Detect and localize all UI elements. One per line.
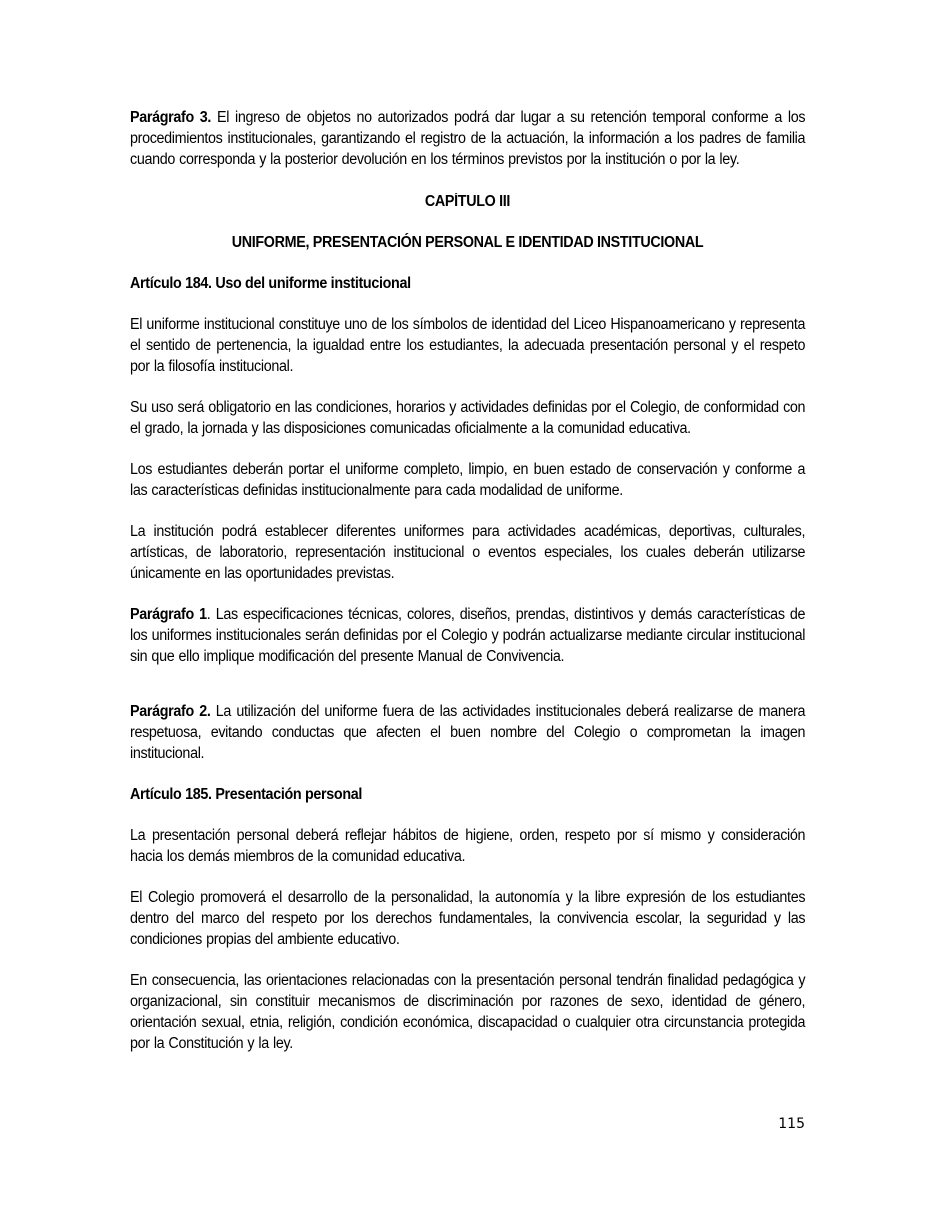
article-184-title: Artículo 184. Uso del uniforme institucional [130, 275, 411, 292]
article-185-paragraph: El Colegio promoverá el desarrollo de la personalidad, la autonomía y la libre expresión de los estudiantes dentro del marco del respeto por los derechos fundamentales, la convivencia escolar, la seguridad y las condiciones propias del ambiente educativo. [130, 889, 806, 948]
paragrafo-1-text: . Las especificaciones técnicas, colores, diseños, prendas, distintivos y demás características de los uniformes institucionales serán definidas por el Colegio y podrán actualizarse mediante circular institucional sin que ello implique modificación del presente Manual de Convivencia. [130, 606, 806, 665]
paragrafo-2-text: La utilización del uniforme fuera de las actividades institucionales deberá realizarse de manera respetuosa, evitando conductas que afecten el buen nombre del Colegio o comprometan la imagen institucional. [130, 703, 806, 762]
paragrafo-2 [130, 701, 805, 764]
paragrafo-1 [130, 604, 805, 667]
document-page [130, 107, 805, 1054]
chapter-title: UNIFORME, PRESENTACIÓN PERSONAL E IDENTIDAD INSTITUCIONAL [231, 234, 704, 251]
paragrafo-3-text: El ingreso de objetos no autorizados podrá dar lugar a su retención temporal conforme a los procedimientos institucionales, garantizando el registro de la actuación, la información a los padres de familia cuando corresponda y la posterior devolución en los términos previstos por la institución o por la ley. [130, 109, 806, 168]
paragrafo-3-label: Parágrafo 3. [130, 109, 212, 126]
chapter-number: CAPÍTULO III [424, 193, 511, 210]
page-number: 115 [778, 1116, 805, 1132]
article-184-paragraph: El uniforme institucional constituye uno de los símbolos de identidad del Liceo Hispanoamericano y representa el sentido de pertenencia, la igualdad entre los estudiantes, la adecuada presentación personal y el respeto por la filosofía institucional. [130, 316, 806, 375]
article-184-paragraph: Los estudiantes deberán portar el uniforme completo, limpio, en buen estado de conservación y conforme a las características definidas institucionalmente para cada modalidad de uniforme. [130, 461, 806, 499]
article-185-title: Artículo 185. Presentación personal [130, 786, 363, 803]
article-184-paragraph: La institución podrá establecer diferentes uniformes para actividades académicas, deportivas, culturales, artísticas, de laboratorio, representación institucional o eventos especiales, los cuales deberán utilizarse únicamente en las oportunidades previstas. [130, 523, 806, 582]
article-185-paragraph: En consecuencia, las orientaciones relacionadas con la presentación personal tendrán finalidad pedagógica y organizacional, sin constituir mecanismos de discriminación por razones de sexo, identidad de género, orientación sexual, etnia, religión, condición económica, discapacidad o cualquier otra circunstancia protegida por la Constitución y la ley. [130, 972, 806, 1052]
paragrafo-2-label: Parágrafo 2. [130, 703, 211, 720]
article-185-paragraph: La presentación personal deberá reflejar hábitos de higiene, orden, respeto por sí mismo y consideración hacia los demás miembros de la comunidad educativa. [130, 827, 806, 865]
paragrafo-1-label: Parágrafo 1 [130, 606, 207, 623]
article-184-paragraph: Su uso será obligatorio en las condiciones, horarios y actividades definidas por el Colegio, de conformidad con el grado, la jornada y las disposiciones comunicadas oficialmente a la comunidad educativa. [130, 399, 806, 437]
paragrafo-3 [130, 107, 805, 170]
